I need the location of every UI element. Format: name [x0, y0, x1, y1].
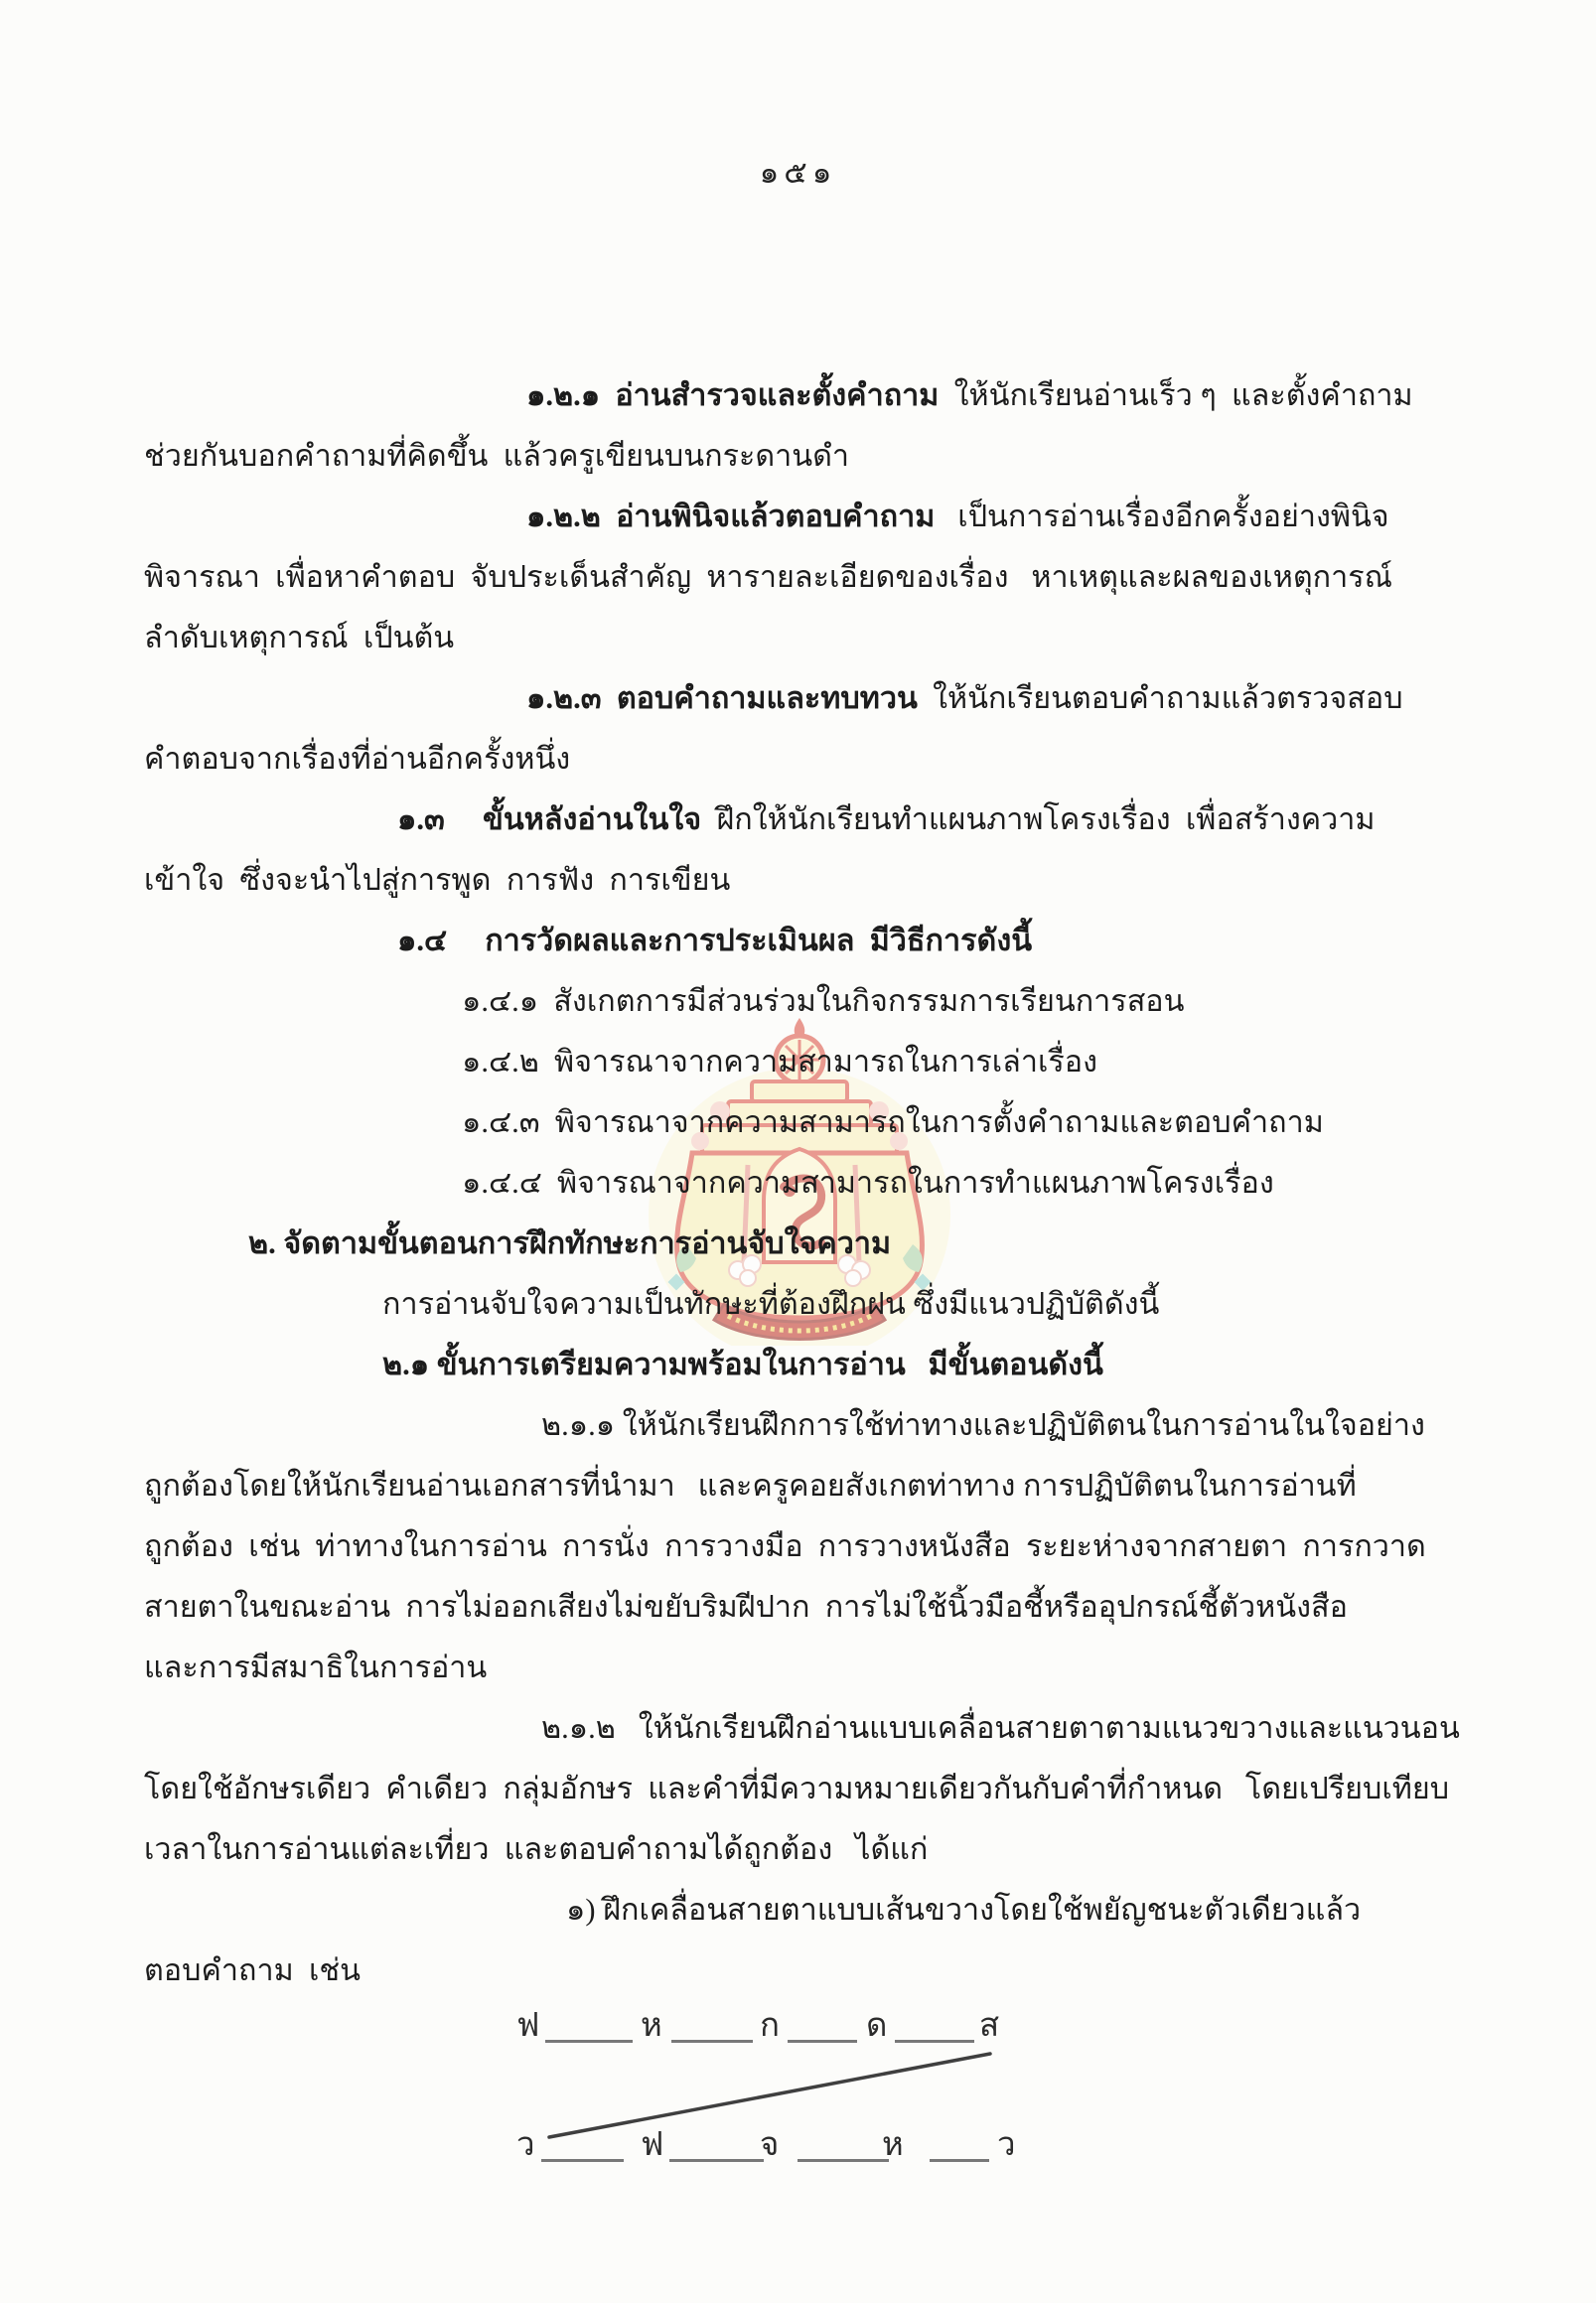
exercise-letter: ห [882, 2127, 904, 2163]
text-run: ถูกต้องโดยให้นักเรียนอ่านเอกสารที่นำมา และครูคอยสังเกตท่าทาง การปฏิบัติตนในการอ่านที่ [144, 1469, 1357, 1503]
bold-text-run: ขั้นหลังอ่านในใจ [482, 802, 702, 836]
text-run: ๑.๔.๒ พิจารณาจากความสามารถในการเล่าเรื่อง [462, 1045, 1097, 1079]
text-run: ฝึกให้นักเรียนทำแผนภาพโครงเรื่อง เพื่อสร้างความ [701, 802, 1376, 836]
exercise-letter: ว [997, 2127, 1016, 2163]
page-number: ๑๕๑ [759, 155, 837, 190]
text-run: เวลาในการอ่านแต่ละเที่ยว และตอบคำถามได้ถูกต้อง ได้แก่ [144, 1832, 929, 1866]
answer-blank [798, 2159, 889, 2162]
text-run: ลำดับเหตุการณ์ เป็นต้น [144, 621, 455, 654]
text-run: ตอบคำถาม เช่น [144, 1953, 361, 1987]
text-run: ให้นักเรียนตอบคำถามแล้วตรวจสอบ [917, 681, 1403, 715]
exercise-letter: ก [760, 2008, 780, 2044]
bold-text-run: ๑.๓ [397, 802, 483, 836]
bold-text-run: การวัดผลและการประเมินผล [485, 924, 855, 957]
eye-path-diagonal-line [427, 2016, 1063, 2155]
exercise-letter: ด [866, 2008, 888, 2044]
bold-text-run: อ่านพินิจแล้วตอบคำถาม [616, 500, 936, 533]
text-run: ๑.๔.๓ พิจารณาจากความสามารถในการตั้งคำถามและตอบคำถาม [462, 1105, 1324, 1139]
text-run: ๑.๔.๔ พิจารณาจากความสามารถในการทำแผนภาพโครงเรื่อง [462, 1166, 1274, 1200]
text-run: ช่วยกันบอกคำถามที่คิดขึ้น แล้วครูเขียนบนกระดานดำ [144, 439, 850, 473]
bold-text-run: ขั้นการเตรียมความพร้อมในการอ่าน [436, 1348, 906, 1381]
exercise-letter: จ [760, 2127, 780, 2163]
bold-text-run: มีวิธีการดังนี้ [854, 924, 1033, 957]
bold-text-run: มีขั้นตอนดังนี้ [905, 1348, 1103, 1381]
bold-text-run: ๑.๔ [397, 924, 486, 957]
text-run: สายตาในขณะอ่าน การไม่ออกเสียงไม่ขยับริมฝีปาก การไม่ใช้นิ้วมือชี้หรืออุปกรณ์ชี้ตัวหนังสือ [144, 1590, 1348, 1624]
text-run: ให้นักเรียนอ่านเร็ว ๆ และตั้งคำถาม [939, 378, 1413, 412]
text-run: โดยใช้อักษรเดียว คำเดียว กลุ่มอักษร และคำที่มีความหมายเดียวกันกับคำที่กำหนด โดยเปรียบเทียบ [144, 1772, 1450, 1805]
bold-text-run: ๒.๑ [382, 1348, 437, 1381]
bold-text-run: ๑.๒.๒ [526, 500, 617, 533]
text-run: ๑.๔.๑ สังเกตการมีส่วนร่วมในกิจกรรมการเรียนการสอน [462, 984, 1185, 1018]
answer-blank [669, 2159, 764, 2162]
text-run: การอ่านจับใจความเป็นทักษะที่ต้องฝึกฝน ซึ่งมีแนวปฏิบัติดังนี้ [382, 1287, 1160, 1321]
bold-text-run: ๒. จัดตามขั้นตอนการฝึกทักษะการอ่านจับใจความ [248, 1226, 892, 1260]
exercise-letter: ฟ [641, 2127, 664, 2163]
text-run: ๒.๑.๒ ให้นักเรียนฝึกอ่านแบบเคลื่อนสายตาตามแนวขวางและแนวนอน [541, 1711, 1460, 1745]
text-run: และการมีสมาธิในการอ่าน [144, 1651, 488, 1684]
bold-text-run: อ่านสำรวจและตั้งคำถาม [615, 378, 940, 412]
text-run: เข้าใจ ซึ่งจะนำไปสู่การพูด การฟัง การเขียน [144, 863, 731, 897]
bold-text-run: ๑.๒.๑ [526, 378, 616, 412]
text-run: ถูกต้อง เช่น ท่าทางในการอ่าน การนั่ง การวางมือ การวางหนังสือ ระยะห่างจากสายตา การกวาด [144, 1529, 1426, 1563]
text-run: พิจารณา เพื่อหาคำตอบ จับประเด็นสำคัญ หารายละเอียดของเรื่อง หาเหตุและผลของเหตุการณ์ [144, 560, 1392, 594]
bold-text-run: ตอบคำถามและทบทวน [616, 681, 918, 715]
answer-blank [541, 2159, 624, 2162]
exercise-letter: ว [516, 2127, 535, 2163]
text-run: ๑) ฝึกเคลื่อนสายตาแบบเส้นขวางโดยใช้พยัญชนะตัวเดียวแล้ว [566, 1893, 1362, 1927]
text-run: คำตอบจากเรื่องที่อ่านอีกครั้งหนึ่ง [144, 742, 571, 776]
text-run: ๒.๑.๑ ให้นักเรียนฝึกการใช้ท่าทางและปฏิบัติตนในการอ่านในใจอย่าง [541, 1408, 1425, 1442]
bold-text-run: ๑.๒.๓ [526, 681, 617, 715]
exercise-letter: ห [641, 2008, 662, 2044]
exercise-letter: ส [979, 2008, 1000, 2044]
exercise-letter: ฟ [516, 2008, 540, 2044]
answer-blank [930, 2159, 989, 2162]
text-run: เป็นการอ่านเรื่องอีกครั้งอย่างพินิจ [935, 500, 1389, 533]
